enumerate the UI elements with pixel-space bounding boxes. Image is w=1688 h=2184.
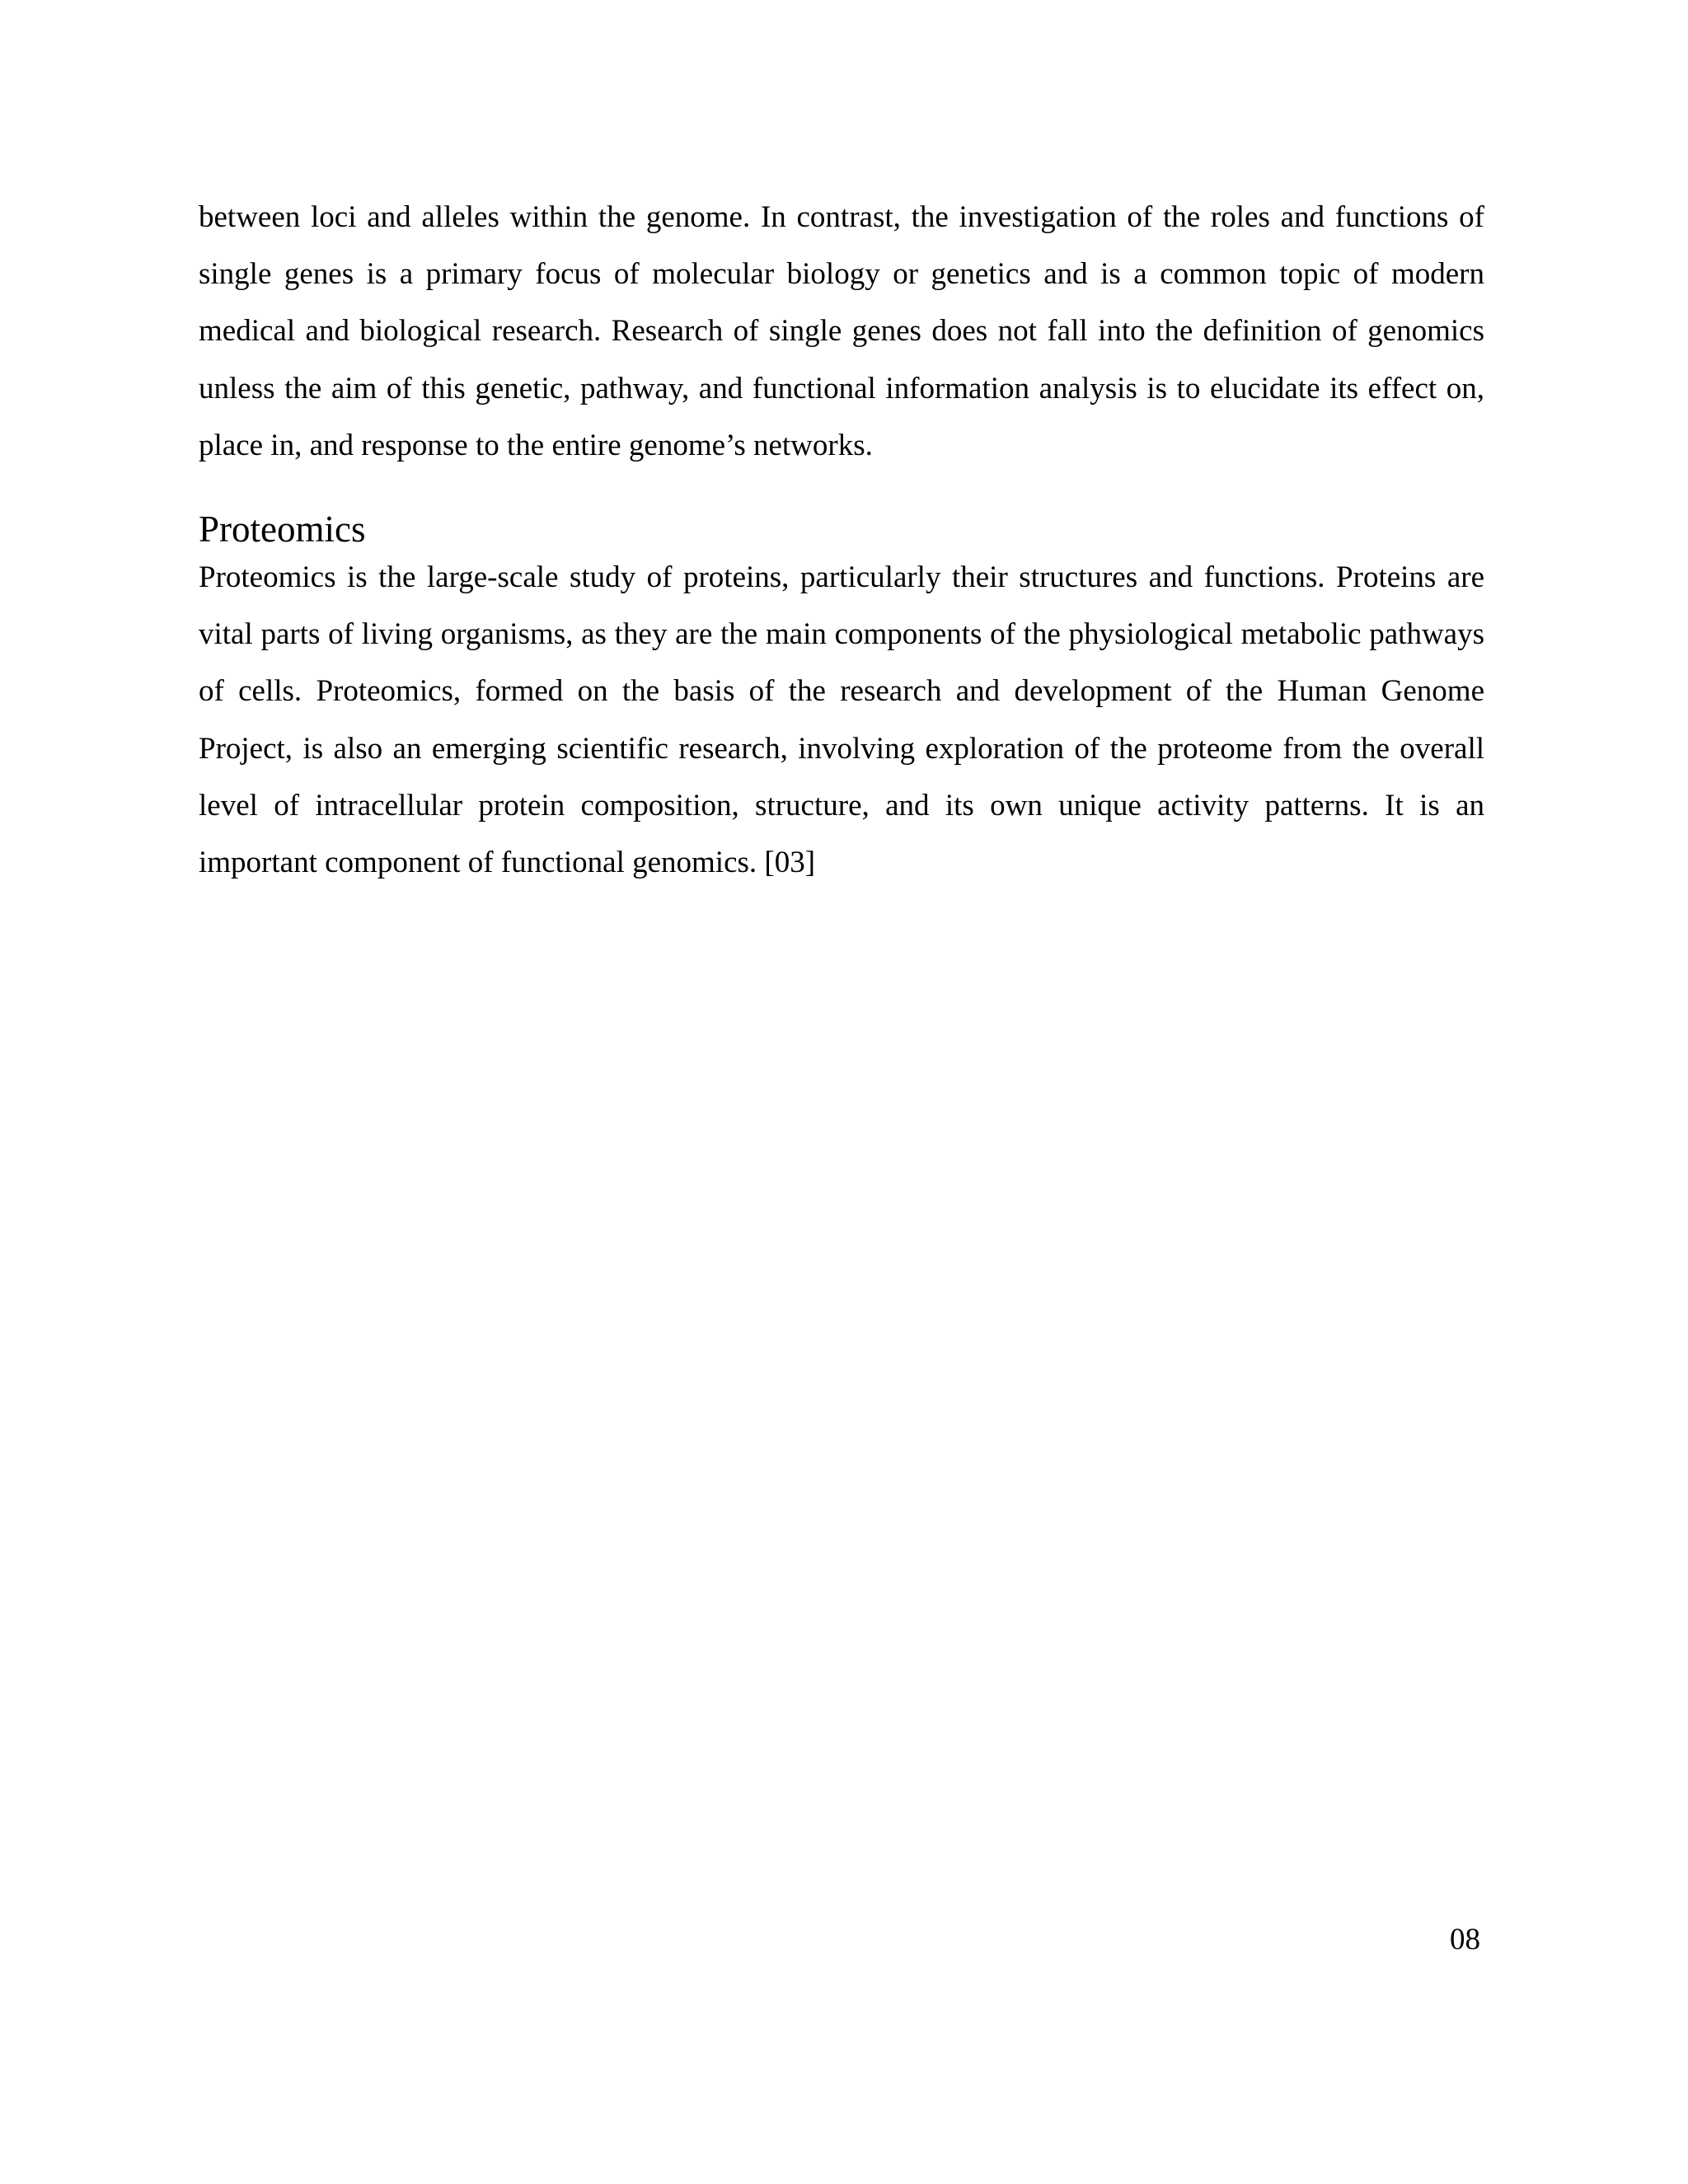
proteomics-heading: Proteomics xyxy=(199,509,366,550)
genomics-paragraph-continuation: between loci and alleles within the genome. In contrast, the investigation of the roles and functions of single genes is a primary focus of molecular biology or genetics and is a common topic of modern medical and biological research. Research of single genes does not fall into the definition of genomics unless the aim of this genetic, pathway, and functional information analysis is to elucidate its effect on, place in, and response to the entire genome’s networks. xyxy=(199,200,1484,462)
proteomics-paragraph: Proteomics is the large-scale study of proteins, particularly their structures and functions. Proteins are vital parts of living organisms, as they are the main components of the physiological metabolic pathways of cells. Proteomics, formed on the basis of the research and development of the Human Genome Project, is also an emerging scientific research, involving exploration of the proteome from the overall level of intracellular protein composition, structure, and its own unique activity patterns. It is an important component of functional genomics. [03] xyxy=(199,560,1484,880)
page-number: 08 xyxy=(1450,1923,1480,1957)
